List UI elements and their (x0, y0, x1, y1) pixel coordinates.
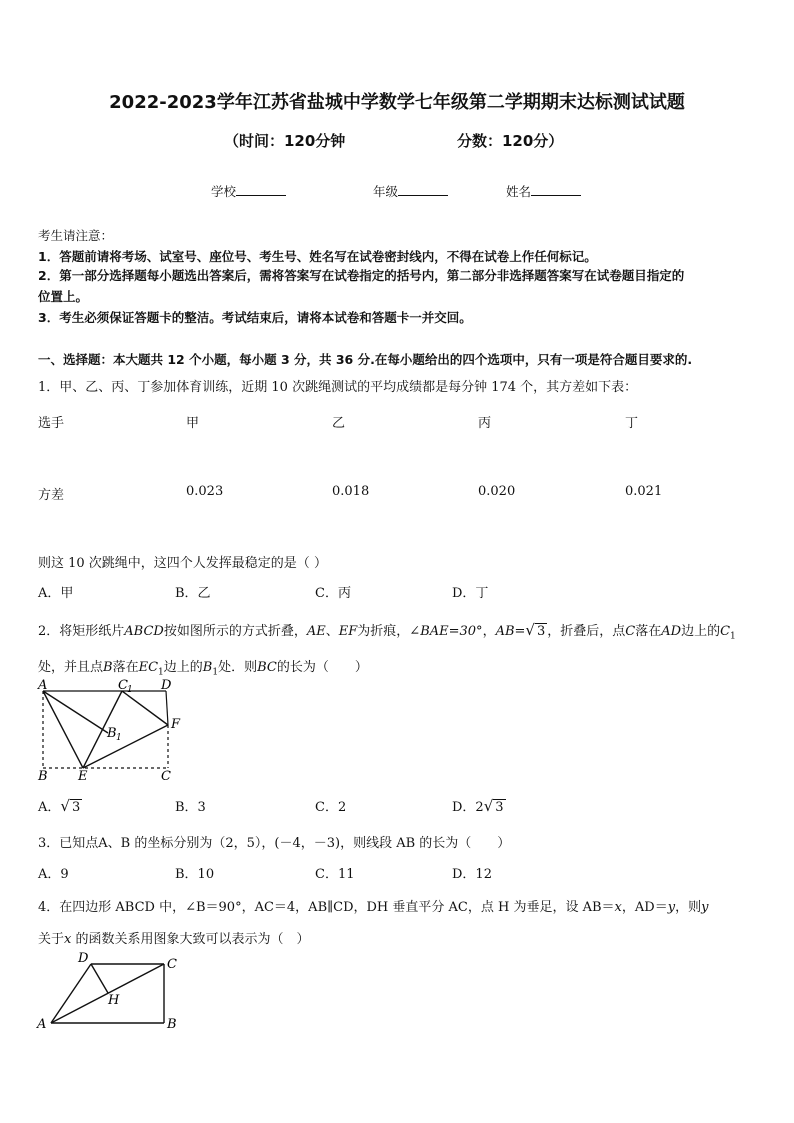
point-label-b: B (38, 769, 48, 784)
text: 按如图所示的方式折叠， (163, 624, 307, 639)
school-blank (236, 184, 286, 196)
point-label-c: C (161, 769, 171, 784)
text: 关于 (38, 932, 65, 947)
notice-item: 2．第一部分选择题每小题选出答案后，需将答案写在试卷指定的括号内，第二部分非选择题答案写在试卷题目指定的 (38, 268, 685, 283)
table-cell: 0.018 (332, 484, 370, 499)
notice-item: 3．考生必须保证答题卡的整洁。考试结束后，请将本试卷和答题卡一并交回。 (38, 310, 472, 325)
table-cell: 乙 (332, 416, 346, 431)
text: ，折叠后，点 (547, 624, 626, 639)
point-label-b1: B (107, 726, 117, 741)
point-label-d: D (78, 951, 89, 966)
q2-figure (34, 676, 184, 784)
q3-stem: 3．已知点A、B 的坐标分别为（2，5），(－4，－3)，则线段 AB 的长为（ ） (38, 836, 511, 851)
text: 落在 (112, 660, 139, 675)
table-cell: 0.020 (478, 484, 516, 499)
point-label-f: F (171, 717, 181, 732)
sqrt-radicand: 3 (495, 800, 504, 815)
text: 4．在四边形 ABCD 中，∠B＝90°，AC＝4，AB∥CD，DH 垂直平分 AC，点 H 为垂足，设 AB＝ (38, 900, 615, 915)
q1-stem: 1．甲、乙、丙、丁参加体育训练，近期 10 次跳绳测试的平均成绩都是每分钟 174 个，其方差如下表： (38, 380, 638, 395)
text: 落在 (635, 624, 662, 639)
point-label-c1-sub: 1 (127, 685, 133, 695)
q1-question: 则这 10 次跳绳中，这四个人发挥最稳定的是（ ） (38, 556, 327, 571)
math-bc: BC (257, 660, 277, 675)
sqrt-symbol: √ (525, 621, 535, 639)
q2-option-d (452, 796, 506, 815)
math-c1: C (720, 624, 731, 639)
grade-label: 年级 (373, 184, 399, 199)
text: 为折痕， (357, 624, 410, 639)
text: ，则 (675, 900, 702, 915)
exam-time: （时间：120分钟 (224, 132, 346, 150)
text: 的函数关系用图象大致可以表示为（ ） (71, 932, 310, 947)
text: 边上的 (681, 624, 721, 639)
school-field (211, 182, 286, 200)
notice-item: 1．答题前请将考场、试室号、座位号、考生号、姓名写在试卷密封线内，不得在试卷上作任何标记。 (38, 249, 597, 264)
point-label-h: H (108, 993, 120, 1008)
math-b: B (103, 660, 113, 675)
math-x: x (64, 932, 72, 947)
section-heading: 一、选择题：本大题共 12 个小题，每小题 3 分，共 36 分.在每小题给出的四个选项中，只有一项是符合题目要求的. (38, 352, 693, 367)
point-label-d: D (161, 678, 172, 693)
q3-option-c: C．11 (315, 867, 355, 882)
name-field (506, 182, 581, 200)
q2-stem-line2 (38, 656, 368, 678)
grade-field (373, 182, 448, 200)
math-y: y (667, 900, 676, 915)
text: 的长为（ ） (276, 660, 368, 675)
text: 边上的 (163, 660, 203, 675)
text: A． (38, 800, 61, 815)
notice-item: 位置上。 (38, 289, 89, 304)
sqrt-radicand: 3 (536, 624, 546, 639)
q3-option-a: A．9 (38, 867, 69, 882)
table-cell: 0.023 (186, 484, 224, 499)
name-label: 姓名 (506, 184, 532, 199)
math-ad: AD (661, 624, 682, 639)
math-ef: EF (338, 624, 358, 639)
q4-figure (34, 946, 184, 1036)
math-abcd: ABCD (124, 624, 164, 639)
q1-option-c: C．丙 (315, 586, 351, 601)
text: 2．将矩形纸片 (38, 624, 125, 639)
math-b1: B (202, 660, 213, 675)
point-label-b: B (167, 1017, 177, 1032)
table-cell: 选手 (38, 416, 65, 431)
page-title: 2022-2023学年江苏省盐城中学数学七年级第二学期期末达标测试试题 (109, 92, 685, 113)
q2-option-b: B．3 (175, 800, 206, 815)
table-cell: 方差 (38, 488, 65, 503)
math-y: y (701, 900, 709, 915)
point-label-a: A (37, 1017, 47, 1032)
math-c: C (625, 624, 636, 639)
q4-stem-line2 (38, 928, 310, 947)
math-ec1: EC (138, 660, 159, 675)
q3-option-d: D．12 (452, 867, 492, 882)
sqrt-symbol: √ (60, 797, 70, 815)
point-label-c1: C (118, 678, 128, 693)
q4-stem-line1 (38, 896, 708, 915)
school-label: 学校 (211, 184, 237, 199)
subscript: 1 (730, 631, 736, 642)
point-label-c: C (167, 957, 177, 972)
text: 处．则 (218, 660, 258, 675)
table-cell: 丁 (625, 416, 639, 431)
name-blank (531, 184, 581, 196)
exam-score: 分数：120分） (457, 132, 564, 150)
text: ， (482, 624, 496, 639)
q2-option-a (38, 796, 82, 815)
notice-heading: 考生请注意： (38, 228, 114, 243)
point-label-a: A (38, 678, 48, 693)
subscript: 1 (212, 667, 219, 678)
math-angle: ∠BAE=30° (409, 624, 483, 639)
math-ab: AB= (495, 624, 526, 639)
point-label-e: E (78, 769, 88, 784)
table-cell: 0.021 (625, 484, 663, 499)
q1-option-b: B．乙 (175, 586, 211, 601)
q2-stem-line1 (38, 620, 736, 642)
sqrt-symbol: √ (483, 797, 494, 815)
text: ，AD＝ (621, 900, 668, 915)
sqrt-radicand: 3 (71, 800, 81, 815)
math-ae: AE (306, 624, 326, 639)
text: D．2 (452, 800, 484, 815)
grade-blank (398, 184, 448, 196)
q3-option-b: B．10 (175, 867, 215, 882)
table-cell: 甲 (186, 416, 200, 431)
point-label-b1-sub: 1 (116, 733, 122, 743)
subscript: 1 (158, 667, 164, 678)
q1-option-a: A．甲 (38, 586, 74, 601)
text: 、 (325, 624, 339, 639)
text: 处，并且点 (38, 660, 104, 675)
math-x: x (614, 900, 622, 915)
q1-option-d: D．丁 (452, 586, 489, 601)
table-cell: 丙 (478, 416, 492, 431)
q2-option-c: C．2 (315, 800, 347, 815)
